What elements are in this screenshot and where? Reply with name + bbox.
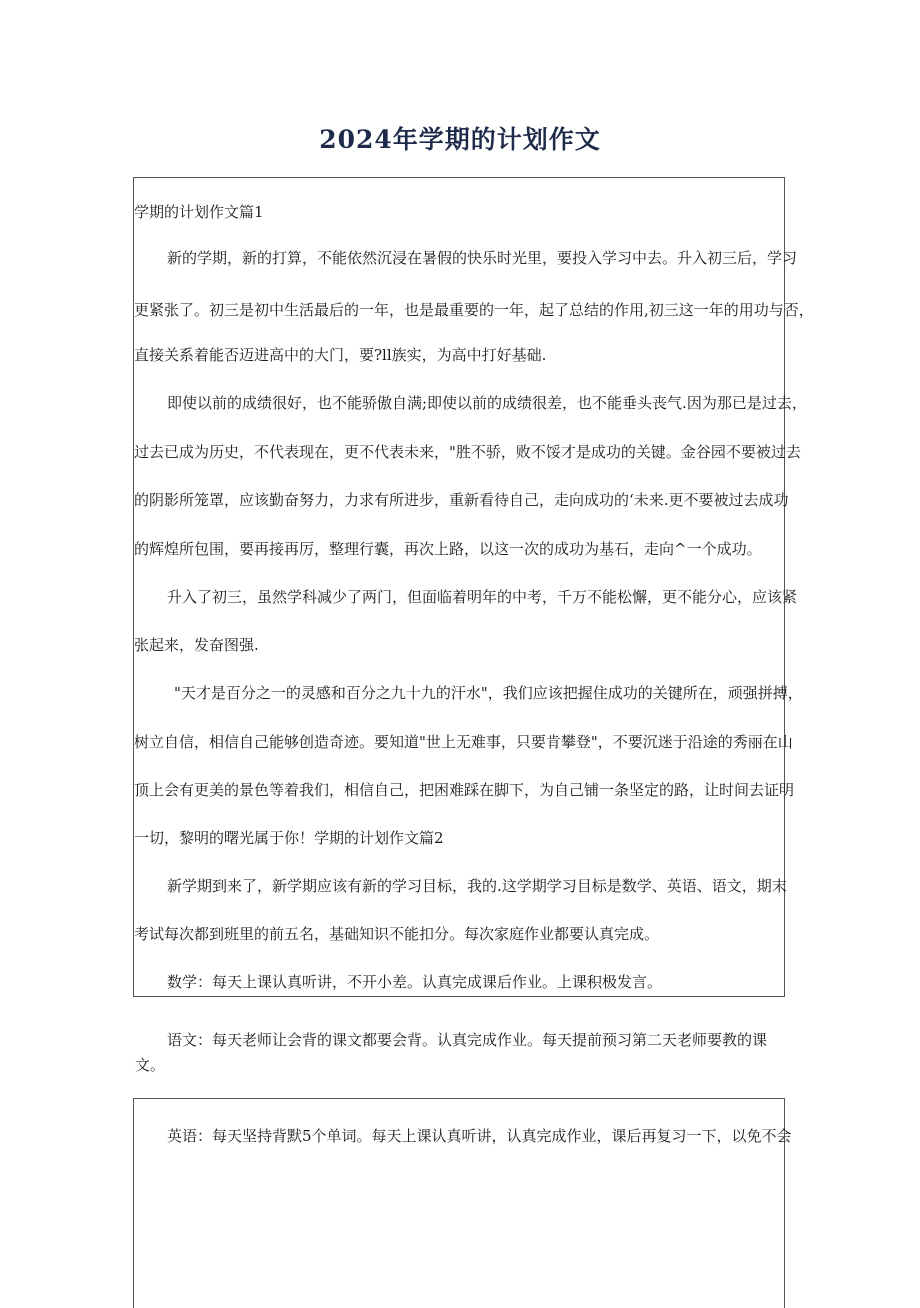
paragraph-line: 升入了初三，虽然学科减少了两门，但面临着明年的中考，千万不能松懈，更不能分心，应该紧 <box>167 588 798 606</box>
paragraph-line: 树立自信，相信自己能够创造奇迹。要知道"世上无难事，只要肯攀登"，不要沉迷于沿途的秀丽在山 <box>134 733 793 751</box>
text-box-1 <box>133 177 814 997</box>
paragraph-line: 语文：每天老师让会背的课文都要会背。认真完成作业。每天提前预习第二天老师要教的课 <box>167 1031 768 1049</box>
paragraph-line: 文。 <box>135 1056 166 1074</box>
paragraph-line: 新的学期，新的打算，不能依然沉浸在暑假的快乐时光里，要投入学习中去。升入初三后，学习 <box>167 249 798 267</box>
text-box-2 <box>133 1098 792 1308</box>
paragraph-line: 新学期到来了，新学期应该有新的学习目标，我的.这学期学习目标是数学、英语、语文，期末 <box>167 877 787 895</box>
paragraph-line: 张起来，发奋图强. <box>134 636 259 654</box>
paragraph-line: 考试每次都到班里的前五名，基础知识不能扣分。每次家庭作业都要认真完成。 <box>134 925 660 943</box>
paragraph-line: 的辉煌所包围，要再接再厉，整理行囊，再次上路，以这一次的成功为基石，走向^一个成功。 <box>134 540 762 558</box>
paragraph-line: "天才是百分之一的灵感和百分之九十九的汗水"，我们应该把握住成功的关键所在，顽强拼搏， <box>174 684 803 702</box>
paragraph-line: 即使以前的成绩很好，也不能骄傲自满;即使以前的成绩很差，也不能垂头丧气.因为那已是过去， <box>167 394 807 412</box>
paragraph-line: 顶上会有更美的景色等着我们，相信自己，把困难踩在脚下，为自己铺一条坚定的路，让时间去证明 <box>134 781 795 799</box>
paragraph-line: 一切，黎明的曙光属于你！学期的计划作文篇2 <box>134 829 444 847</box>
paragraph-line: 过去已成为历史，不代表现在，更不代表未来，"胜不骄，败不馁才是成功的关键。金谷园不要被过去 <box>134 443 801 461</box>
section-heading-1: 学期的计划作文篇1 <box>134 203 264 221</box>
paragraph-line: 的阴影所笼罩，应该勤奋努力，力求有所进步，重新看待自己，走向成功的‘未来.更不要被过去成功 <box>134 491 789 509</box>
paragraph-line: 更紧张了。初三是初中生活最后的一年，也是最重要的一年，起了总结的作用,初三这一年的用功与否， <box>134 301 814 319</box>
paragraph-line: 英语：每天坚持背默5个单词。每天上课认真听讲，认真完成作业，课后再复习一下，以免不会 <box>167 1127 792 1145</box>
paragraph-line: 数学：每天上课认真听讲，不开小差。认真完成课后作业。上课积极发言。 <box>167 973 663 991</box>
document-title: 2024年学期的计划作文 <box>319 125 601 154</box>
paragraph-line: 直接关系着能否迈进高中的大门，要?ll族实，为高中打好基础. <box>134 346 547 364</box>
